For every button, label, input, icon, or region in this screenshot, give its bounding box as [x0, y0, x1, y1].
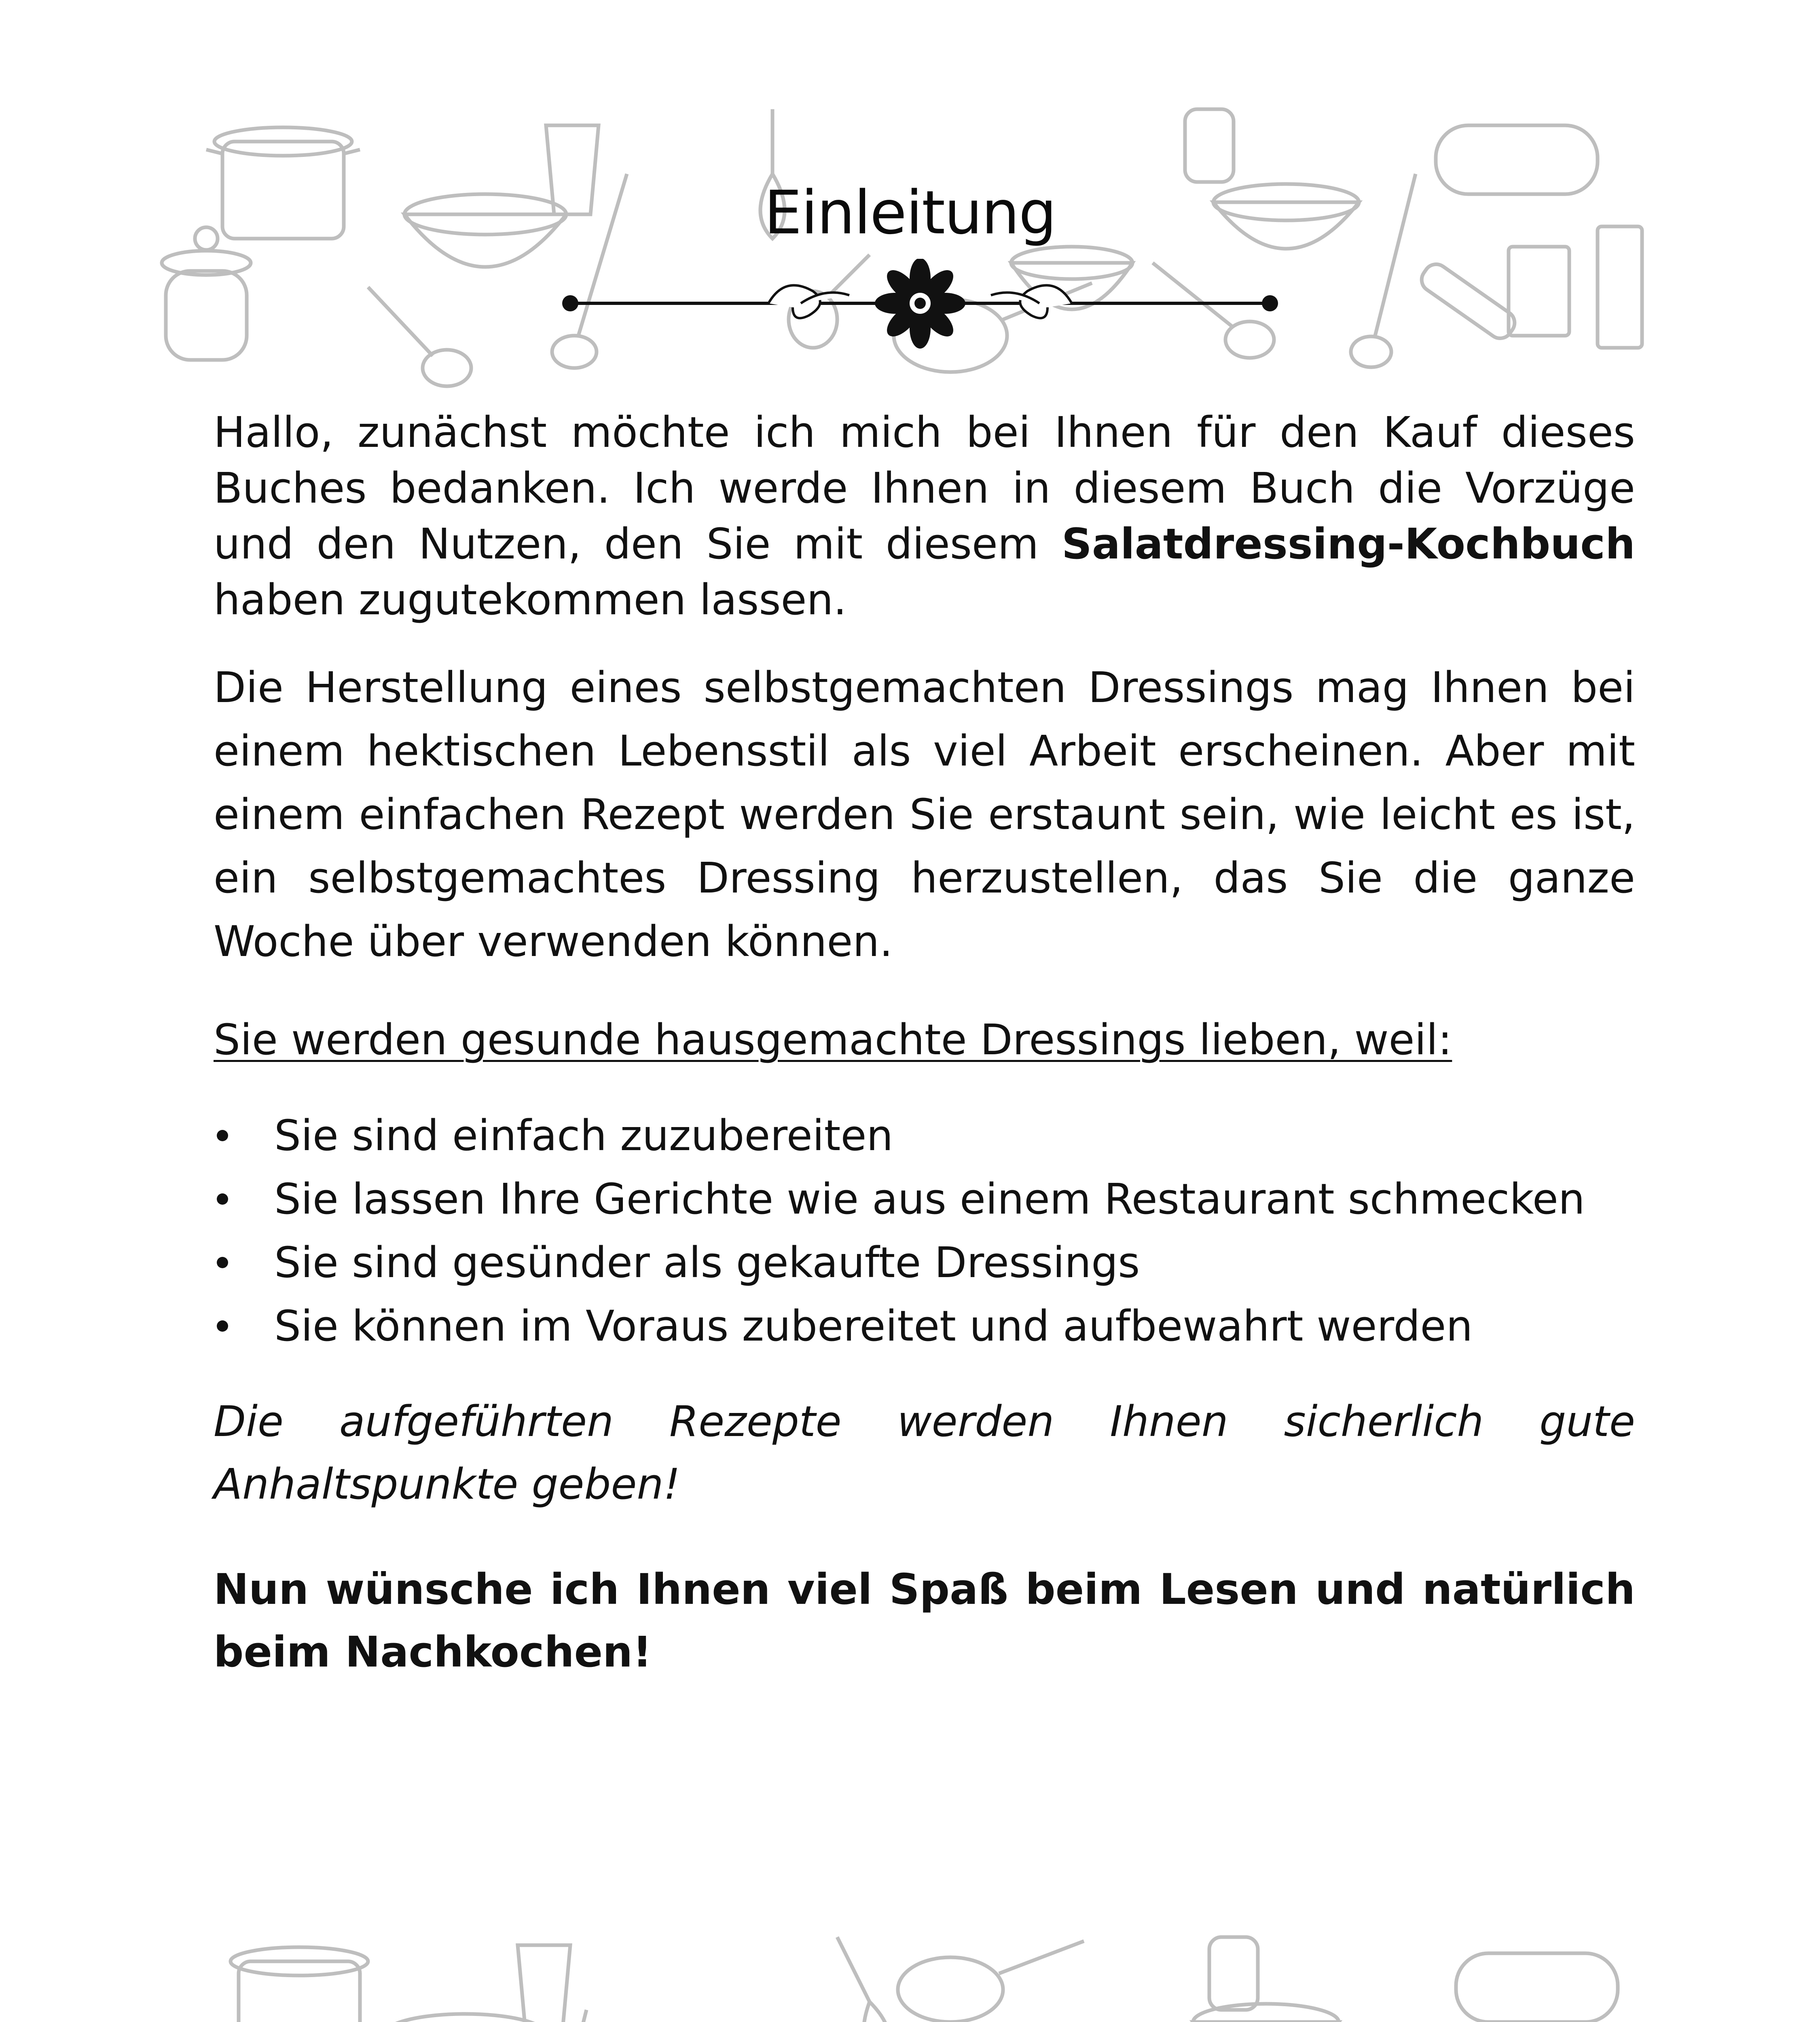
scale-icon [1509, 247, 1569, 336]
jug-icon [1209, 1937, 1258, 2010]
rolling-pin-icon [1417, 260, 1519, 343]
book-title-bold: Salatdressing-Kochbuch [1061, 519, 1635, 569]
body-paragraph: Die Herstellung eines selbstgemachten Dressings mag Ihnen bei einem hektischen Lebensstil als viel Arbeit erscheinen. Aber mit einem einfachen Rezept werden Sie erstaunt sein, wie leicht es ist, ein selbstgemachtes Dressing herzustellen, das Sie die ganze Woche über verwenden können. [214, 663, 1635, 966]
intro-text: Hallo, zunächst möchte ich mich bei Ihnen für den Kauf dieses Buches bedanken. Ich werde Ihnen in diesem Buch die Vorzüge und den Nutzen, den Sie mit diesem [214, 408, 1635, 569]
list-item: Sie lassen Ihre Gerichte wie aus einem Restaurant schmecken [214, 1168, 1635, 1231]
whisk-icon [837, 1937, 889, 2022]
pan-icon [898, 1941, 1084, 2022]
page-title: Einleitung [764, 178, 1056, 247]
jug-icon [1185, 109, 1234, 182]
intro-text-end: haben zugutekommen lassen. [214, 575, 847, 624]
reasons-list [214, 1104, 1635, 1358]
ladle-icon [368, 287, 471, 386]
list-item: Sie sind einfach zuzubereiten [214, 1104, 1635, 1168]
closing-paragraph: Nun wünsche ich Ihnen viel Spaß beim Lesen und natürlich beim Nachkochen! [214, 1565, 1635, 1677]
flower-ornament-icon [558, 259, 1282, 356]
kitchen-illustration-bottom [142, 1929, 1699, 2022]
pot-icon [231, 1947, 368, 2022]
pan-icon [1456, 1953, 1618, 2022]
reasons-heading: Sie werden gesunde hausgemachte Dressings lieben, weil: [214, 1015, 1452, 1064]
bowl-icon [384, 2014, 546, 2022]
list-item: Sie können im Voraus zubereitet und aufbewahrt werden [214, 1294, 1635, 1358]
list-item: Sie sind gesünder als gekaufte Dressings [214, 1231, 1635, 1294]
glass-icon [518, 1945, 570, 2022]
intro-paragraph [214, 404, 1635, 628]
document-body [214, 404, 1635, 1684]
italic-note: Die aufgeführten Rezepte werden Ihnen sicherlich gute Anhaltspunkte geben! [214, 1397, 1635, 1509]
